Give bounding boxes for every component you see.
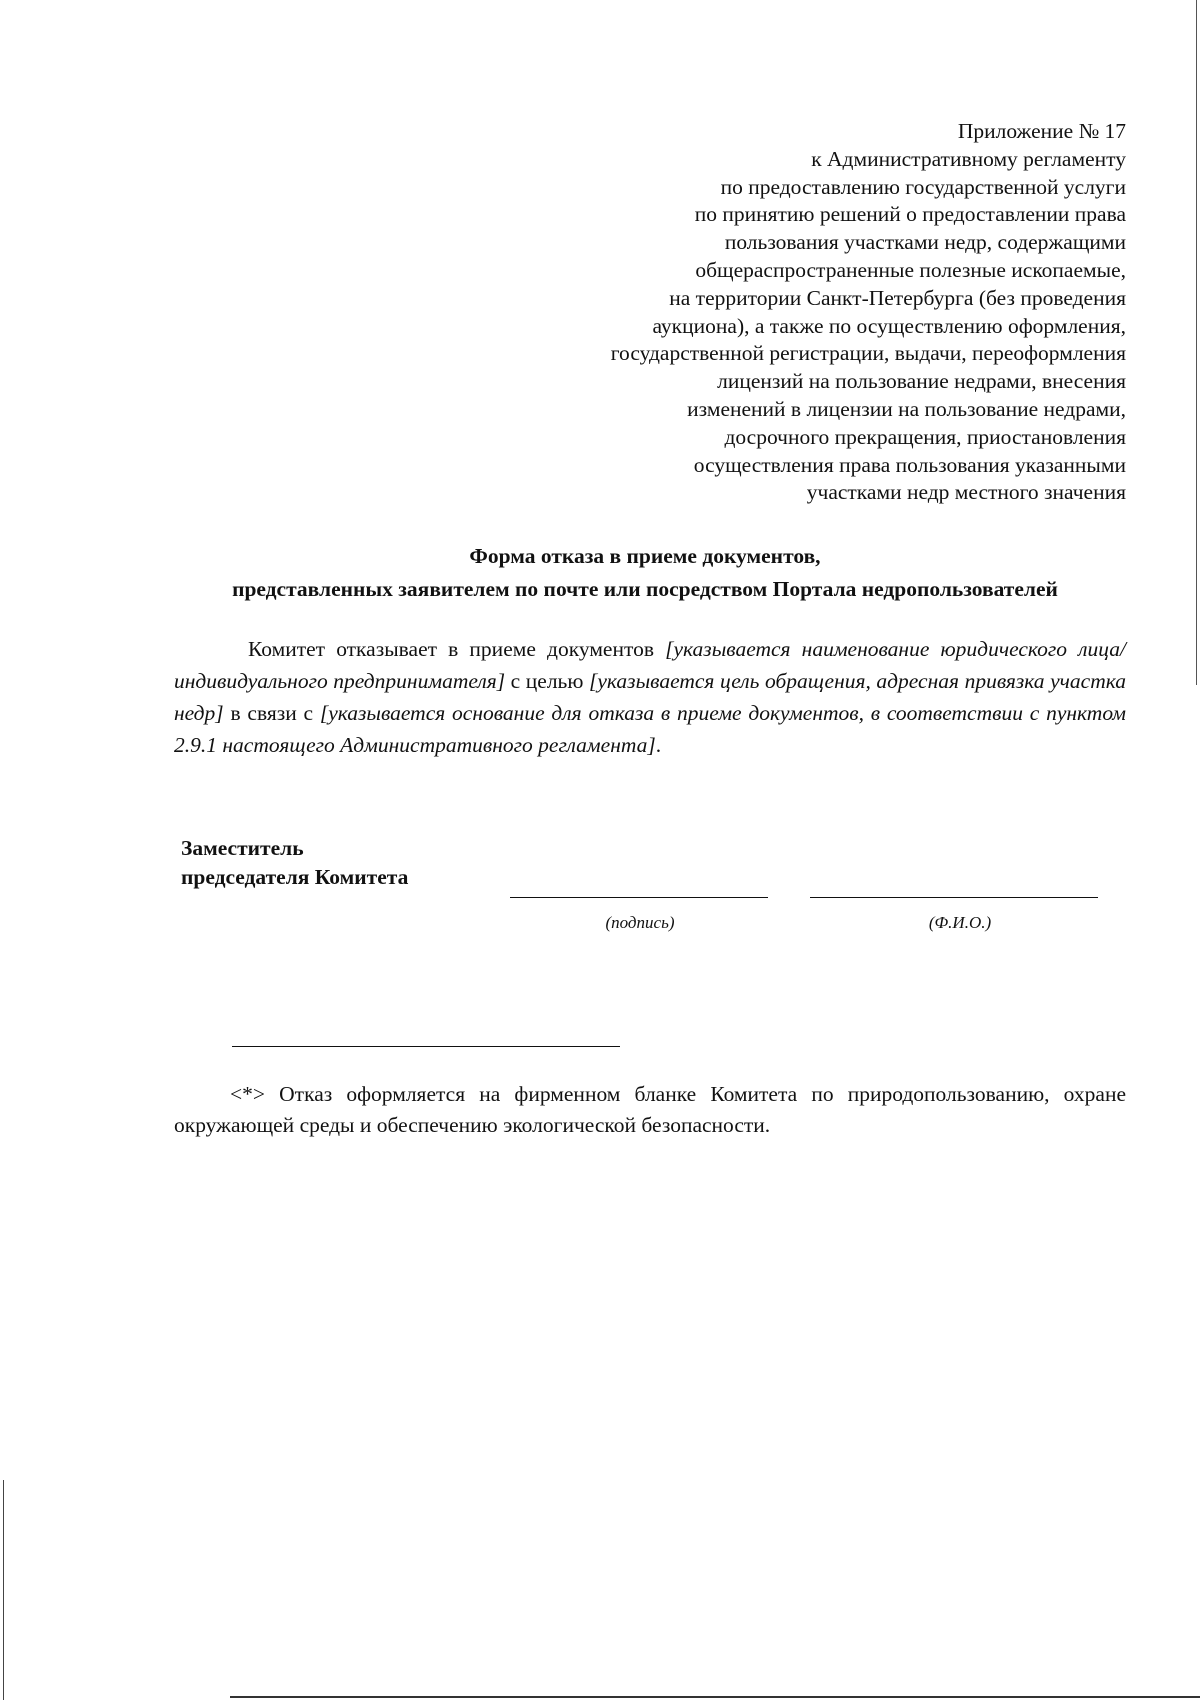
footnote: <*> Отказ оформляется на фирменном бланке Комитета по природопользованию, охране окружающей среды и обеспечению экологической безопасности. xyxy=(174,1082,1126,1137)
appendix-line: пользования участками недр, содержащими xyxy=(724,230,1126,255)
appendix-line: по предоставлению государственной услуги xyxy=(720,174,1126,199)
appendix-line: аукциона), а также по осуществлению оформления, xyxy=(652,313,1126,338)
placeholder-refusal-reason: [указывается основание для отказа в приеме документов, в соответствии с пунктом 2.9.1 настоящего Административного регламента] xyxy=(174,701,1126,757)
signature-caption: (подпись) xyxy=(605,913,675,932)
appendix-line: участками недр местного значения xyxy=(806,480,1126,505)
scan-edge-bottom xyxy=(230,1696,1200,1698)
appendix-line: по принятию решений о предоставлении права xyxy=(694,202,1126,227)
appendix-line: к Административному регламенту xyxy=(811,146,1126,171)
body-text-part: в связи с xyxy=(223,701,320,725)
appendix-line: осуществления права пользования указанными xyxy=(693,452,1126,477)
body-text-part: Комитет отказывает в приеме документов xyxy=(248,637,666,661)
body-paragraph xyxy=(174,633,1126,761)
appendix-line: досрочного прекращения, приостановления xyxy=(724,424,1126,449)
body-text-part: с целью xyxy=(505,669,589,693)
signatory-title-line-2: председателя Комитета xyxy=(181,865,409,889)
body-text-part: . xyxy=(655,733,662,757)
placeholder-purpose: [указывается цель обращения, адресная привязка участка недр] xyxy=(174,669,1127,725)
footnote-separator xyxy=(232,1046,620,1047)
appendix-line: лицензий на пользование недрами, внесения xyxy=(717,369,1126,394)
appendix-header xyxy=(480,118,1126,507)
signatory-title-line-1: Заместитель xyxy=(181,836,304,860)
name-line xyxy=(810,897,1098,898)
appendix-line: на территории Санкт-Петербурга (без проведения xyxy=(669,285,1126,310)
form-title-line-1: Форма отказа в приеме документов, xyxy=(469,544,821,568)
signature-line xyxy=(510,897,768,898)
scan-edge-right xyxy=(1196,0,1197,685)
appendix-line: государственной регистрации, выдачи, переоформления xyxy=(610,341,1126,366)
placeholder-applicant-name: [указывается наименование юридического лица/индивидуального предпринимателя] xyxy=(174,637,1126,693)
appendix-line: Приложение № 17 xyxy=(957,119,1126,143)
form-title-line-2: представленных заявителем по почте или посредством Портала недропользователей xyxy=(232,577,1058,601)
form-title xyxy=(160,540,1130,606)
signatory-title xyxy=(181,834,408,892)
appendix-line: изменений в лицензии на пользование недрами, xyxy=(687,396,1126,421)
appendix-line: общераспространенные полезные ископаемые, xyxy=(695,257,1126,282)
name-caption: (Ф.И.О.) xyxy=(928,913,992,932)
scan-edge-left xyxy=(3,1480,4,1700)
